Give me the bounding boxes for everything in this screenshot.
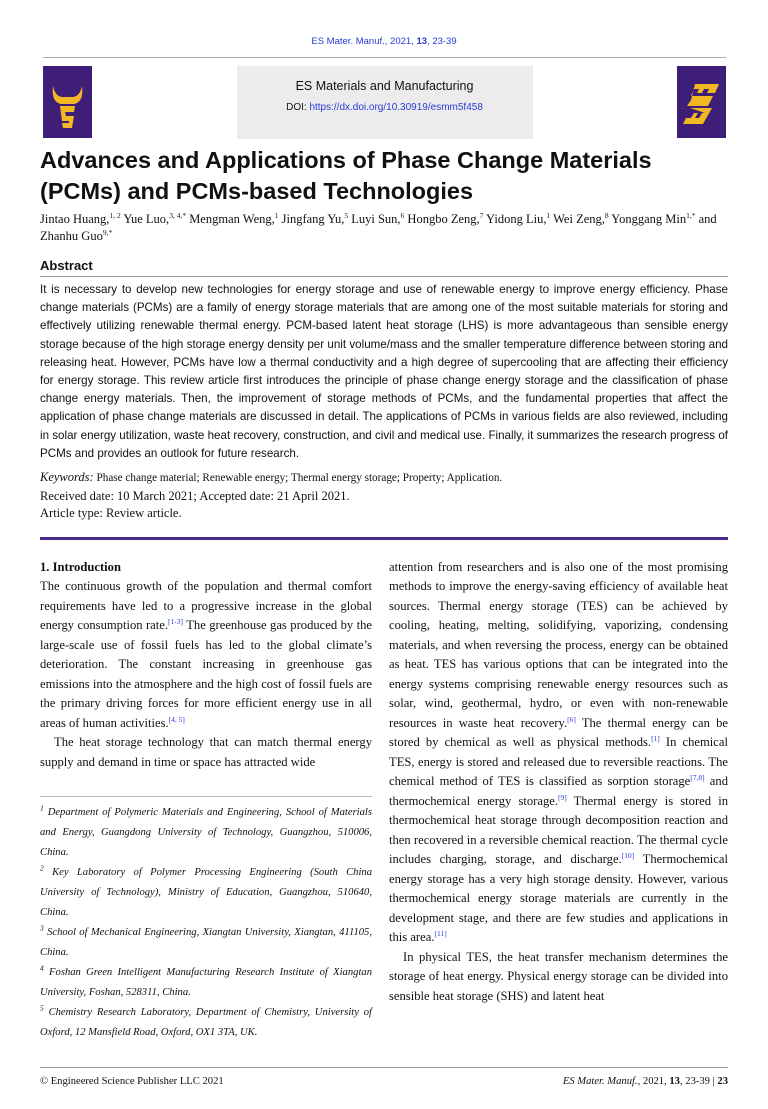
- page-footer-bar: [40, 1067, 728, 1089]
- citation-text: ES Mater. Manuf., 2021,: [311, 36, 417, 47]
- abstract-text: It is necessary to develop new technologies for energy storage and use of renewable energy to improve energy efficiency. Phase change materials (PCMs) are a family of energy storage materials that are among one of the most suitable materials for storing and effectively utilizing renewable thermal energy. PCM-based latent heat storage (LHS) is more advantageous than sensible energy storage because of the high storage energy density per unit volume/mass and the smaller temperature difference between storing and releasing heat. However, PCMs have low a thermal conductivity and a high degree of supercooling that are affecting their efficiency for energy storage. This review article first introduces the principle of phase change energy storage and the classification of phase change energy materials. Then, the improvement of storage methods of PCMs, and the fundamental properties that affect the application of phase change materials are discussed in detail. The applications of PCMs in various fields are also reviewed, including in solar energy utilization, waste heat recovery, construction, and civil and medical use. Finally, it summarizes the research progress of PCMs and provides an outlook for future research.: [40, 283, 728, 460]
- abstract-heading: Abstract: [40, 258, 93, 273]
- left-column: [40, 558, 372, 1044]
- section-divider: [40, 537, 728, 540]
- text-run: The thermal energy can be stored by chemical as well as physical methods.: [389, 715, 728, 750]
- citation-link[interactable]: [9]: [558, 792, 567, 802]
- text-run: Yidong Liu,: [483, 212, 547, 226]
- text-run: In chemical TES, energy is stored and released due to reversible reactions. The chemical method of TES is classified as sorption storage: [389, 735, 728, 789]
- affiliation-marker: 1, 2: [109, 210, 121, 220]
- text-run: Luyi Sun,: [348, 212, 401, 226]
- article-type: Article type: Review article.: [40, 506, 182, 521]
- section-heading: 1. Introduction: [40, 559, 121, 574]
- affiliation-marker: 9,*: [102, 227, 113, 237]
- text-run: The heat storage technology that can match thermal energy supply and demand in time or space has attracted wide: [40, 735, 372, 769]
- body-columns: [40, 558, 728, 1044]
- paragraph: [40, 733, 372, 772]
- text-run: Thermal energy is stored in thermochemical heat storage through decomposition reaction and then recovered in a reversible chemical reaction. The thermal cycle includes charging, storage, and discharge.: [389, 793, 728, 867]
- doi-link[interactable]: https://dx.doi.org/10.30919/esmm5f458: [309, 102, 483, 113]
- journal-name: ES Materials and Manufacturing: [295, 79, 474, 93]
- keywords: Phase change material; Renewable energy; Thermal energy storage; Property; Application.: [93, 472, 503, 485]
- affiliation-marker: 1,*: [686, 210, 696, 220]
- affiliation-footnotes: [40, 803, 372, 1043]
- affiliation-marker: 8: [604, 210, 609, 220]
- citation-link[interactable]: [6]: [567, 714, 576, 724]
- footnote-number: 2: [40, 863, 44, 873]
- footnote: [40, 803, 372, 863]
- article-meta: [40, 469, 728, 523]
- affiliation-marker: 5: [344, 210, 349, 220]
- copyright: © Engineered Science Publisher LLC 2021: [40, 1076, 224, 1088]
- footnote-text: Chemistry Research Laboratory, Department of Chemistry, University of Oxford, 12 Mansfield Road, Oxford, OX1 3TA, UK.: [40, 1007, 372, 1039]
- footnote-rule: [40, 796, 372, 797]
- pages: , 23-39: [427, 36, 457, 47]
- citation-link[interactable]: [1-3]: [168, 616, 184, 626]
- text-run: The continuous growth of the population and thermal comfort requirements have led to a progressive increase in the global energy consumption rate.: [40, 579, 372, 633]
- text-run: Yue Luo,: [120, 212, 170, 226]
- footer-volume: 13: [669, 1076, 680, 1088]
- volume: 13: [416, 36, 428, 47]
- page-footer: [563, 1075, 728, 1089]
- article-title: Advances and Applications of Phase Change Materials (PCMs) and PCMs-based Technologies: [40, 147, 652, 204]
- footer-year: , 2021,: [637, 1076, 670, 1088]
- running-header: [40, 0, 728, 50]
- citation-link[interactable]: [11]: [434, 928, 447, 938]
- footnote-number: 1: [40, 803, 44, 813]
- received-date: Received date: 10 March 2021; Accepted date: 21 April 2021.: [40, 488, 350, 503]
- text-run: Wei Zeng,: [550, 212, 605, 226]
- footnote-text: Department of Polymeric Materials and Engineering, School of Materials and Energy, Guangdong University of Technology, Guangzhou, 510006, China.: [40, 807, 372, 859]
- journal-header: [40, 66, 728, 139]
- footnote: [40, 923, 372, 963]
- affiliation-marker: 3, 4,*: [169, 210, 187, 220]
- affiliation-marker: 7: [479, 210, 484, 220]
- doi-label: DOI:: [286, 102, 310, 113]
- right-column: [389, 558, 728, 1044]
- footnote-number: 3: [40, 923, 44, 933]
- text-run: attention from researchers and is also one of the most promising methods to improve the energy-saving efficiency of available heat sources. Thermal energy storage (TES) can be achieved by cooling, heating, melting, solidifying, vaporizing, condensing materials, and when reversing the process, energy can be obtained as heat. TES has various options that can be integrated into the energy systems comprising renewable energy resources such as solar, wind, geothermal, hydro, or even with non-renewable resources in waste heat recovery.: [389, 559, 728, 730]
- text-run: Hongbo Zeng,: [404, 212, 480, 226]
- page-number: 23: [717, 1076, 728, 1088]
- es-bull-logo-icon: [43, 66, 92, 138]
- text-run: Yonggang Min: [608, 212, 687, 226]
- citation-link[interactable]: [7,8]: [690, 772, 705, 782]
- footnote-number: 4: [40, 963, 44, 973]
- footnote-text: Foshan Green Intelligent Manufacturing Research Institute of Xiangtan University, Foshan, 528311, China.: [40, 967, 372, 999]
- text-run: and thermochemical energy storage.: [389, 774, 728, 808]
- paragraph: [40, 577, 372, 733]
- abstract-rule: [40, 276, 728, 277]
- paragraph: [389, 558, 728, 948]
- affiliation-marker: 6: [400, 210, 405, 220]
- footer-pages: , 23-39 |: [679, 1076, 718, 1088]
- text-run: Thermochemical energy storage has a very high storage density. However, various thermochemical energy storage materials are currently in the development stage, and there are few studies and applications in this area.: [389, 852, 728, 945]
- citation-link[interactable]: [4, 5]: [168, 714, 185, 724]
- footnote-text: Key Laboratory of Polymer Processing Engineering (South China University of Technology), Ministry of Education, Guangzhou, 510640, China.: [40, 867, 372, 919]
- text-run: In physical TES, the heat transfer mechanism determines the storage of heat energy. Physical energy storage can be divided into sensible heat storage (SHS) and latent heat: [389, 949, 728, 1003]
- text-run: Mengman Weng,: [186, 212, 275, 226]
- footnote-number: 5: [40, 1003, 44, 1013]
- text-run: and Zhanhu Guo: [40, 212, 717, 243]
- es-monogram-logo-icon: [677, 66, 726, 138]
- footnote-text: School of Mechanical Engineering, Xiangtan University, Xiangtan, 411105, China.: [40, 927, 372, 959]
- author-list: [40, 211, 728, 245]
- text-run: The greenhouse gas produced by the large-scale use of fossil fuels has led to the global climate’s deterioration. The constant increasing in greenhouse gas emissions into the atmosphere and the high cost of fossil fuels are the primary driving forces for more efficient energy use in all areas of human activities.: [40, 618, 373, 730]
- footnote: [40, 963, 372, 1003]
- citation-link[interactable]: [10]: [621, 850, 635, 860]
- footnote: [40, 1003, 372, 1043]
- text-run: Jintao Huang,: [40, 212, 110, 226]
- affiliation-marker: 1: [546, 210, 551, 220]
- citation-link[interactable]: [1]: [651, 733, 660, 743]
- paragraph: [389, 948, 728, 1007]
- footnote: [40, 863, 372, 923]
- text-run: Jingfang Yu,: [278, 212, 345, 226]
- journal-banner: [237, 66, 533, 139]
- affiliation-marker: 1: [274, 210, 279, 220]
- keywords-label: Keywords:: [40, 470, 94, 485]
- footer-journal: ES Mater. Manuf.: [562, 1076, 638, 1088]
- header-rule: [43, 57, 726, 58]
